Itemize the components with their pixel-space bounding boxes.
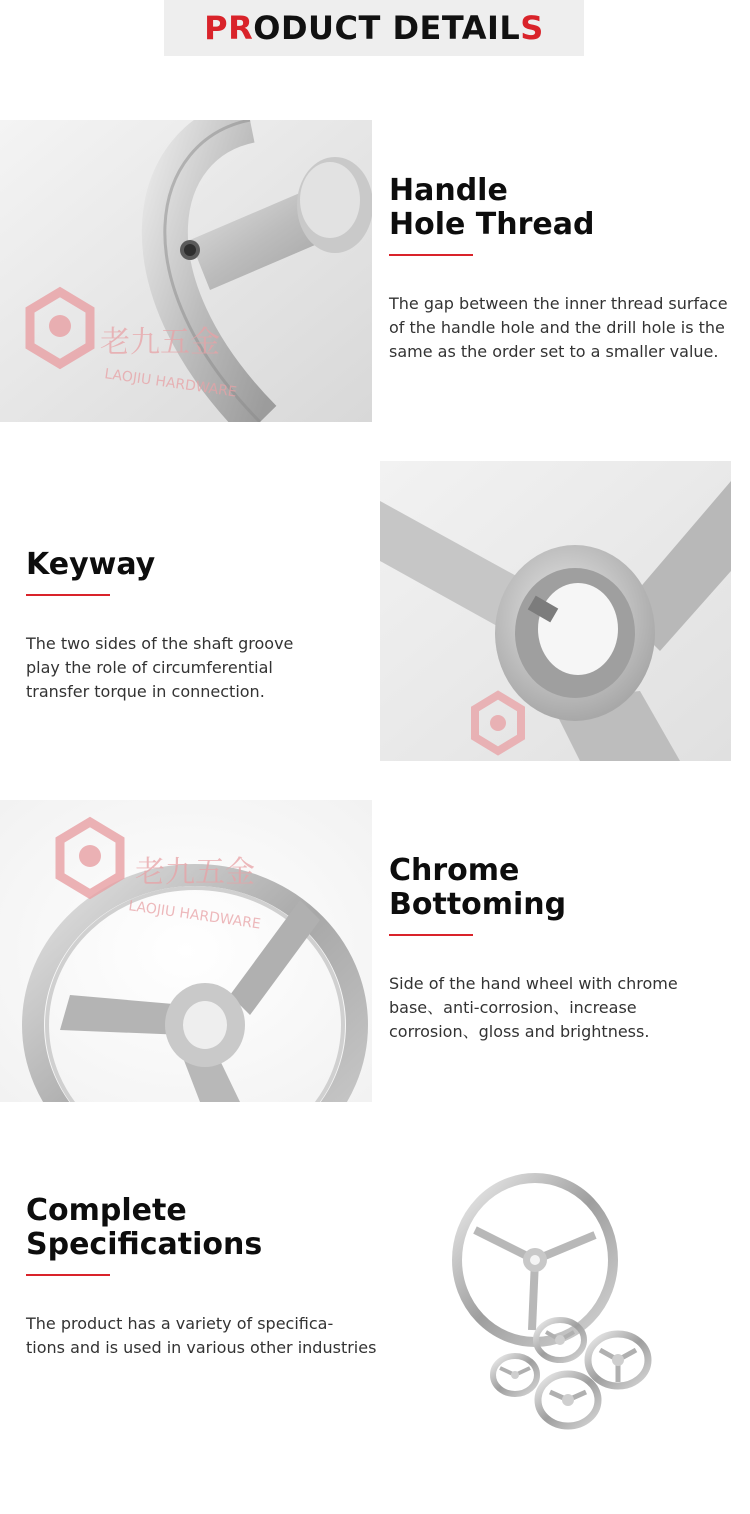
complete-specifications-photo: [420, 1170, 720, 1432]
chrome-bottoming-photo: [0, 800, 372, 1102]
feature-title: Handle Hole Thread: [389, 173, 595, 242]
watermark-cn: 老九五金: [135, 855, 255, 890]
keyway-photo: [380, 461, 731, 761]
title-underline: [389, 254, 473, 256]
feature-title: Chrome Bottoming: [389, 853, 567, 922]
feature-title: Keyway: [26, 547, 156, 582]
title-underline: [389, 934, 473, 936]
feature-description: Side of the hand wheel with chrome base、anti-corrosion、increase corrosion、gloss and brightness.: [389, 974, 678, 1041]
feature-block: [389, 854, 744, 1044]
watermark-en: LAOJIU HARDWARE: [103, 366, 238, 401]
feature-block: [389, 174, 744, 364]
feature-block: [26, 548, 366, 704]
watermark-cn: 老九五金: [100, 325, 220, 360]
header-title: ODUCT DETAIL: [253, 9, 521, 47]
feature-description: The product has a variety of specifica- tions and is used in various other industries: [26, 1314, 377, 1357]
watermark-en: LAOJIU HARDWARE: [127, 898, 262, 933]
feature-block: [26, 1194, 396, 1360]
handle-hole-thread-photo: [0, 120, 372, 422]
title-underline: [26, 1274, 110, 1276]
feature-title: Complete Specifications: [26, 1193, 263, 1262]
feature-description: The two sides of the shaft groove play the role of circumferential transfer torque in connection.: [26, 634, 294, 701]
header-prefix: PR: [204, 9, 254, 47]
title-underline: [26, 594, 110, 596]
header-suffix: S: [520, 9, 544, 47]
feature-description: The gap between the inner thread surface of the handle hole and the drill hole is the same as the order set to a smaller value.: [389, 294, 728, 361]
section-header: [164, 0, 584, 56]
